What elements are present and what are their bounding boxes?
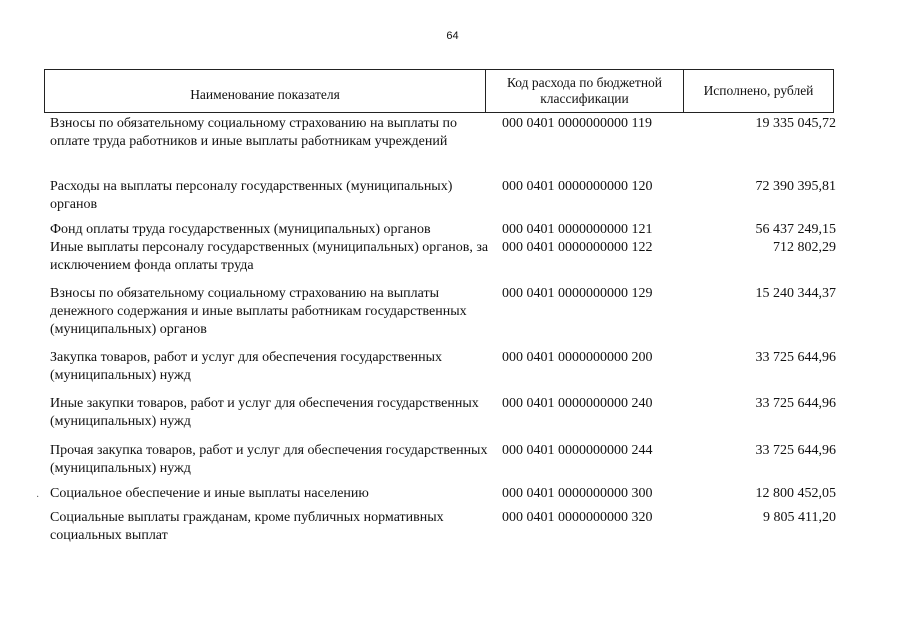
row-code: 000 0401 0000000000 121 (502, 222, 653, 237)
header-executed: Исполнено, рублей (703, 83, 814, 98)
row-value: 33 725 644,96 (755, 350, 836, 365)
table-body (50, 115, 836, 549)
row-name: Закупка товаров, работ и услуг для обеспечения государственных (муниципальных) нужд (50, 350, 443, 383)
row-value: 72 390 395,81 (755, 179, 836, 194)
table-row (50, 442, 836, 485)
row-name: Расходы на выплаты персоналу государственных (муниципальных) органов (50, 179, 453, 212)
row-value: 56 437 249,15 (755, 222, 836, 237)
row-code: 000 0401 0000000000 120 (502, 179, 653, 194)
scan-mark: · (36, 492, 40, 503)
row-code: 000 0401 0000000000 119 (502, 116, 652, 131)
row-code: 000 0401 0000000000 300 (502, 486, 653, 501)
table-row (50, 178, 836, 221)
row-name: Фонд оплаты труда государственных (муниципальных) органов (50, 222, 431, 237)
header-name: Наименование показателя (45, 70, 486, 112)
table-row (50, 509, 836, 549)
row-value: 33 725 644,96 (755, 443, 836, 458)
table-row (50, 115, 836, 178)
row-name: Иные выплаты персоналу государственных (муниципальных) органов, за исключением фонда оплаты труда (50, 240, 489, 273)
table-row (50, 395, 836, 442)
row-value: 15 240 344,37 (755, 286, 836, 301)
row-name: Взносы по обязательному социальному страхованию на выплаты денежного содержания и иные выплаты работникам государственных (муниципальных) органов (50, 286, 467, 337)
table-row (50, 239, 836, 285)
row-value: 33 725 644,96 (755, 396, 836, 411)
row-code: 000 0401 0000000000 244 (502, 443, 653, 458)
row-code: 000 0401 0000000000 240 (502, 396, 653, 411)
row-value: 9 805 411,20 (763, 510, 836, 525)
row-value: 19 335 045,72 (755, 116, 836, 131)
header-code: Код расхода по бюджетной классификации (486, 70, 684, 112)
row-code: 000 0401 0000000000 320 (502, 510, 653, 525)
row-name: Социальное обеспечение и иные выплаты населению (50, 486, 369, 501)
page-number: 64 (446, 30, 459, 42)
table-header (44, 69, 834, 113)
row-name: Прочая закупка товаров, работ и услуг для обеспечения государственных (муниципальных) нужд (50, 443, 488, 476)
row-name: Социальные выплаты гражданам, кроме публичных нормативных социальных выплат (50, 510, 444, 543)
row-code: 000 0401 0000000000 122 (502, 240, 653, 255)
row-name: Взносы по обязательному социальному страхованию на выплаты по оплате труда работников и иные выплаты работникам учреждений (50, 116, 458, 149)
row-name: Иные закупки товаров, работ и услуг для обеспечения государственных (муниципальных) нужд (50, 396, 479, 429)
table-row (50, 221, 836, 239)
table-row (50, 285, 836, 349)
row-code: 000 0401 0000000000 129 (502, 286, 653, 301)
table-row (50, 485, 836, 509)
row-value: 712 802,29 (773, 240, 836, 255)
table-row (50, 349, 836, 395)
row-value: 12 800 452,05 (755, 486, 836, 501)
row-code: 000 0401 0000000000 200 (502, 350, 653, 365)
